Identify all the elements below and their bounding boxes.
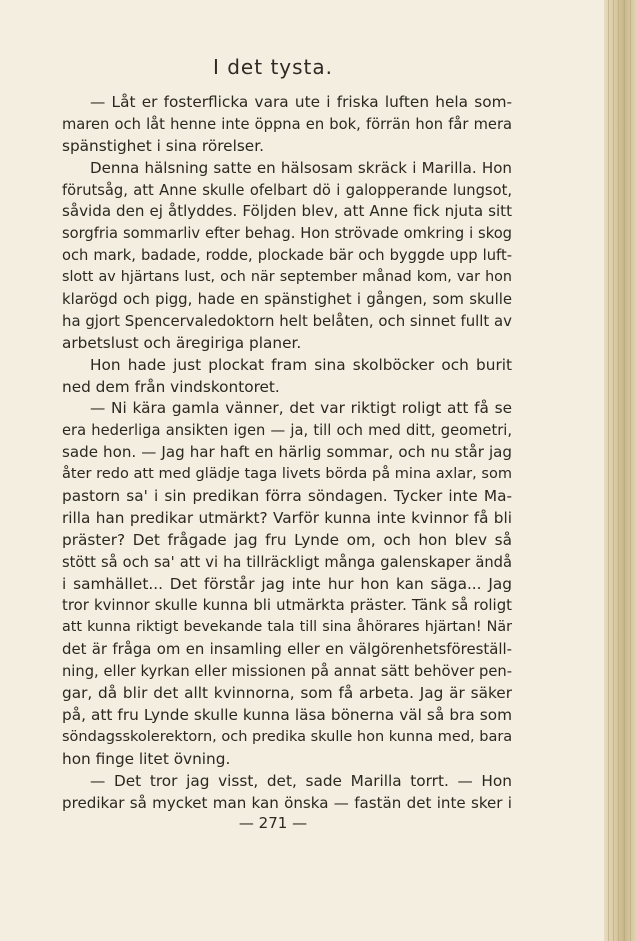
text-line: — Det tror jag visst, det, sade Marilla torrt. — Hon bbox=[90, 771, 512, 790]
text-line: Denna hälsning satte en hälsosam skräck i Marilla. Hon bbox=[90, 158, 512, 177]
text-line: rilla han predikar utmärkt? Varför kunna inte kvinnor få bli bbox=[62, 508, 512, 527]
text-line: klarögd och pigg, hade en spänstighet i gången, som skulle bbox=[62, 290, 512, 309]
text-line: åter redo att med glädje taga livets börda på mina axlar, som bbox=[62, 466, 512, 483]
chapter-title: I det tysta. bbox=[212, 55, 333, 79]
page-number: — 271 — bbox=[238, 814, 308, 832]
text-line: gar, då blir det allt kvinnorna, som få arbeta. Jag är säker bbox=[62, 684, 512, 703]
text-line: söndagsskolerektorn, och predika skulle hon kunna med, bara bbox=[62, 728, 513, 745]
text-line: i samhället... Det förstår jag inte hur hon kan säga... Jag bbox=[62, 574, 512, 593]
text-line: pastorn sa' i sin predikan förra söndagen. Tycker inte Ma- bbox=[62, 487, 512, 506]
text-line: ning, eller kyrkan eller missionen på annat sätt behöver pen- bbox=[62, 663, 512, 681]
text-line: stött så och sa' att vi ha tillräckligt många galenskaper ändå bbox=[62, 553, 512, 571]
book-spine-edge bbox=[604, 0, 637, 941]
text-line: maren och låt henne inte öppna en bok, förrän hon får mera bbox=[62, 115, 512, 133]
text-line: såvida den ej åtlyddes. Följden blev, att Anne fick njuta sitt bbox=[62, 202, 512, 221]
text-line: ned dem från vindskontoret. bbox=[62, 377, 280, 396]
text-line: — Ni kära gamla vänner, det var riktigt roligt att få se bbox=[90, 399, 512, 418]
body-text bbox=[62, 92, 512, 814]
text-line: sorgfria sommarliv efter behag. Hon strövade omkring i skog bbox=[62, 225, 512, 243]
text-line: era hederliga ansikten igen — ja, till och med ditt, geometri, bbox=[62, 422, 512, 440]
text-line: sade hon. — Jag har haft en härlig sommar, och nu står jag bbox=[62, 443, 512, 462]
text-line: predikar så mycket man kan önska — fastän det inte sker i bbox=[62, 793, 512, 812]
text-line: ha gjort Spencervaledoktorn helt belåten, och sinnet fullt av bbox=[62, 311, 512, 330]
text-line: det är fråga om en insamling eller en välgörenhetsföreställ- bbox=[62, 640, 512, 659]
text-line: att kunna riktigt bevekande tala till sina åhörares hjärtan! När bbox=[62, 619, 512, 636]
text-line: präster? Det frågade jag fru Lynde om, och hon blev så bbox=[62, 530, 512, 549]
text-line: Hon hade just plockat fram sina skolböcker och burit bbox=[90, 355, 512, 374]
text-line: tror kvinnor skulle kunna bli utmärkta präster. Tänk så roligt bbox=[62, 596, 512, 615]
text-line: slott av hjärtans lust, och när september månad kom, var hon bbox=[62, 269, 512, 286]
text-line: på, att fru Lynde skulle kunna läsa bönerna väl så bra som bbox=[62, 705, 512, 724]
text-line: hon finge litet övning. bbox=[62, 749, 231, 768]
text-line: förutsåg, att Anne skulle ofelbart dö i galopperande lungsot, bbox=[62, 181, 512, 199]
text-line: — Låt er fosterflicka vara ute i friska luften hela som- bbox=[90, 93, 512, 111]
text-line: spänstighet i sina rörelser. bbox=[62, 136, 264, 155]
text-line: arbetslust och äregiriga planer. bbox=[62, 333, 302, 352]
text-line: och mark, badade, rodde, plockade bär och byggde upp luft- bbox=[62, 247, 512, 265]
